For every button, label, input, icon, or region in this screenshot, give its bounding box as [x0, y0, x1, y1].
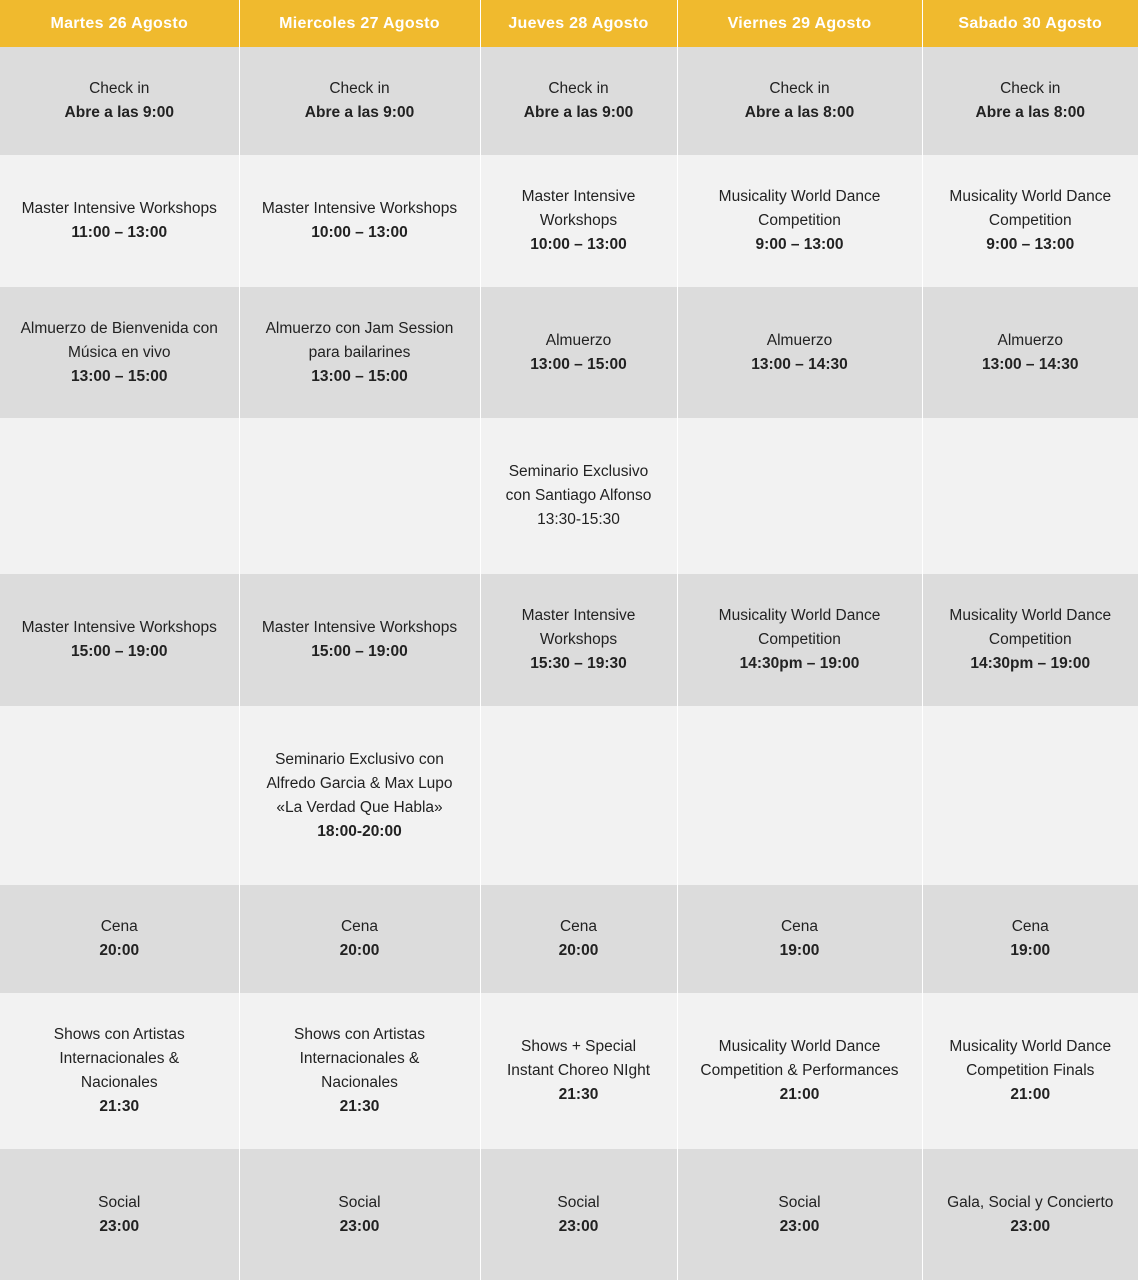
schedule-cell: [239, 885, 480, 993]
event-time: 21:30: [99, 1098, 140, 1115]
event-name: Musicality World Dance Competition Finals: [949, 1038, 1112, 1079]
event-time: Abre a las 9:00: [64, 104, 174, 121]
schedule-row-social: [0, 1149, 1138, 1280]
schedule-row-shows: [0, 993, 1138, 1149]
event-time: 20:00: [558, 942, 599, 959]
schedule-cell: [480, 155, 677, 287]
event-name: Almuerzo: [766, 331, 833, 349]
schedule-cell: [0, 287, 239, 418]
event-time: 14:30pm – 19:00: [739, 655, 860, 672]
day-header: Martes 26 Agosto: [0, 0, 239, 47]
schedule-cell: [677, 418, 922, 574]
event-time: 21:00: [1010, 1086, 1051, 1103]
schedule-cell: [480, 287, 677, 418]
event-time: 23:00: [99, 1217, 140, 1235]
schedule-cell: [480, 418, 677, 574]
event-time: 21:30: [558, 1086, 599, 1103]
event-name: Almuerzo de Bienvenida con Música en vivo: [20, 319, 218, 361]
event-time: 21:30: [339, 1098, 380, 1115]
event-name: Social: [557, 1193, 600, 1211]
event-name: Musicality World Dance Competition: [949, 607, 1112, 648]
schedule-cell: [922, 885, 1138, 993]
schedule-cell: [922, 993, 1138, 1149]
event-time: 13:00 – 14:30: [981, 355, 1079, 373]
event-name: Gala, Social y Concierto: [947, 1193, 1114, 1211]
schedule-cell: [922, 47, 1138, 155]
schedule-cell: [480, 706, 677, 885]
event-name: Almuerzo: [545, 331, 612, 349]
event-time: 9:00 – 13:00: [986, 236, 1075, 253]
event-time: Abre a las 8:00: [975, 104, 1085, 121]
schedule-cell: [239, 418, 480, 574]
event-name: Shows + Special Instant Choreo NIght: [506, 1038, 651, 1079]
schedule-cell: [239, 47, 480, 155]
event-time: Abre a las 8:00: [744, 104, 855, 121]
event-time: 23:00: [339, 1217, 380, 1235]
schedule-cell: [0, 418, 239, 574]
event-name: Social: [338, 1193, 381, 1211]
event-name: Musicality World Dance Competition: [949, 188, 1112, 229]
event-time: 21:00: [779, 1086, 820, 1103]
event-time: 19:00: [779, 942, 820, 959]
event-name: Cena: [100, 918, 138, 935]
event-name: Master Intensive Workshops: [21, 619, 217, 636]
event-time: 13:00 – 15:00: [70, 367, 168, 385]
event-name: Check in: [769, 80, 830, 97]
event-time: Abre a las 9:00: [523, 104, 634, 121]
schedule-cell: [480, 47, 677, 155]
schedule-cell: [0, 1149, 239, 1280]
event-time: 20:00: [339, 942, 380, 959]
schedule-cell: [239, 1149, 480, 1280]
schedule-cell: [0, 155, 239, 287]
schedule-cell: [677, 47, 922, 155]
schedule-cell: [480, 885, 677, 993]
event-name: Check in: [329, 80, 390, 97]
day-header: Jueves 28 Agosto: [480, 0, 677, 47]
event-name: Cena: [340, 918, 379, 935]
event-name: Master Intensive Workshops: [21, 200, 217, 217]
event-time: 13:00 – 15:00: [530, 355, 627, 373]
schedule-cell: [677, 287, 922, 418]
event-time: 20:00: [99, 942, 140, 959]
event-time: 13:00 – 14:30: [751, 355, 848, 373]
event-time: 13:00 – 15:00: [311, 367, 408, 385]
schedule-cell: [0, 885, 239, 993]
event-time: 10:00 – 13:00: [311, 224, 408, 241]
event-name: Cena: [780, 918, 819, 935]
schedule-cell: [0, 706, 239, 885]
schedule-row-checkin: [0, 47, 1138, 155]
event-name: Shows con Artistas Internacionales & Nacionales: [53, 1026, 185, 1091]
event-name: Master Intensive Workshops: [521, 607, 636, 648]
schedule-row-afternoon: [0, 574, 1138, 706]
schedule-row-seminar-alfredo: [0, 706, 1138, 885]
event-name: Musicality World Dance Competition: [718, 188, 881, 229]
schedule-cell: [480, 1149, 677, 1280]
schedule-cell: [922, 155, 1138, 287]
event-time: 23:00: [558, 1217, 599, 1235]
event-name: Cena: [559, 918, 598, 935]
event-time: 23:00: [779, 1217, 820, 1235]
schedule-row-dinner: [0, 885, 1138, 993]
event-time: 15:30 – 19:30: [530, 655, 627, 672]
schedule-cell: [0, 47, 239, 155]
schedule-cell: [922, 574, 1138, 706]
schedule-cell: [677, 574, 922, 706]
event-time: Abre a las 9:00: [304, 104, 415, 121]
event-name: Check in: [1000, 80, 1061, 97]
schedule-cell: [239, 993, 480, 1149]
event-name: Almuerzo: [997, 331, 1063, 349]
schedule-cell: [922, 418, 1138, 574]
schedule-row-morning: [0, 155, 1138, 287]
event-name: Social: [778, 1193, 821, 1211]
schedule-cell: [922, 706, 1138, 885]
schedule-cell: [677, 155, 922, 287]
schedule-cell: [239, 574, 480, 706]
event-name: Seminario Exclusivo con Alfredo Garcia & Max Lupo: [266, 750, 453, 792]
event-name: Seminario Exclusivo con Santiago Alfonso: [505, 463, 652, 504]
schedule-cell: [239, 287, 480, 418]
event-time: 18:00-20:00: [317, 822, 402, 840]
event-name: Master Intensive Workshops: [521, 188, 636, 229]
event-subtitle: «La Verdad Que Habla»: [276, 798, 443, 816]
schedule-cell: [480, 993, 677, 1149]
schedule-row-seminar-santiago: [0, 418, 1138, 574]
schedule-cell: [677, 706, 922, 885]
day-header: Sabado 30 Agosto: [922, 0, 1138, 47]
event-name: Shows con Artistas Internacionales & Nacionales: [294, 1026, 425, 1091]
event-time: 19:00: [1010, 942, 1051, 959]
event-time: 15:00 – 19:00: [70, 643, 168, 660]
schedule-header-row: [0, 0, 1138, 47]
schedule-cell: [0, 993, 239, 1149]
schedule-cell: [677, 1149, 922, 1280]
day-header: Miercoles 27 Agosto: [239, 0, 480, 47]
event-time: 14:30pm – 19:00: [970, 655, 1091, 672]
event-name: Check in: [89, 80, 150, 97]
event-name: Musicality World Dance Competition: [718, 607, 881, 648]
schedule-cell: [677, 993, 922, 1149]
schedule-cell: [0, 574, 239, 706]
schedule-cell: [239, 155, 480, 287]
event-time: 15:00 – 19:00: [311, 643, 408, 660]
event-time: 9:00 – 13:00: [755, 236, 844, 253]
event-name: Master Intensive Workshops: [261, 200, 458, 217]
event-time: 13:30-15:30: [537, 511, 620, 528]
event-time: 10:00 – 13:00: [530, 236, 627, 253]
event-name: Musicality World Dance Competition & Performances: [700, 1038, 899, 1079]
schedule-cell: [239, 706, 480, 885]
schedule-cell: [677, 885, 922, 993]
event-time: 23:00: [1010, 1217, 1051, 1235]
event-name: Master Intensive Workshops: [261, 619, 458, 636]
schedule-cell: [922, 1149, 1138, 1280]
schedule-row-lunch: [0, 287, 1138, 418]
schedule-cell: [922, 287, 1138, 418]
event-name: Social: [98, 1193, 141, 1211]
event-time: 11:00 – 13:00: [71, 224, 168, 241]
event-name: Almuerzo con Jam Session para bailarines: [265, 319, 454, 361]
event-name: Check in: [548, 80, 609, 97]
schedule-cell: [480, 574, 677, 706]
event-name: Cena: [1011, 918, 1049, 935]
day-header: Viernes 29 Agosto: [677, 0, 922, 47]
